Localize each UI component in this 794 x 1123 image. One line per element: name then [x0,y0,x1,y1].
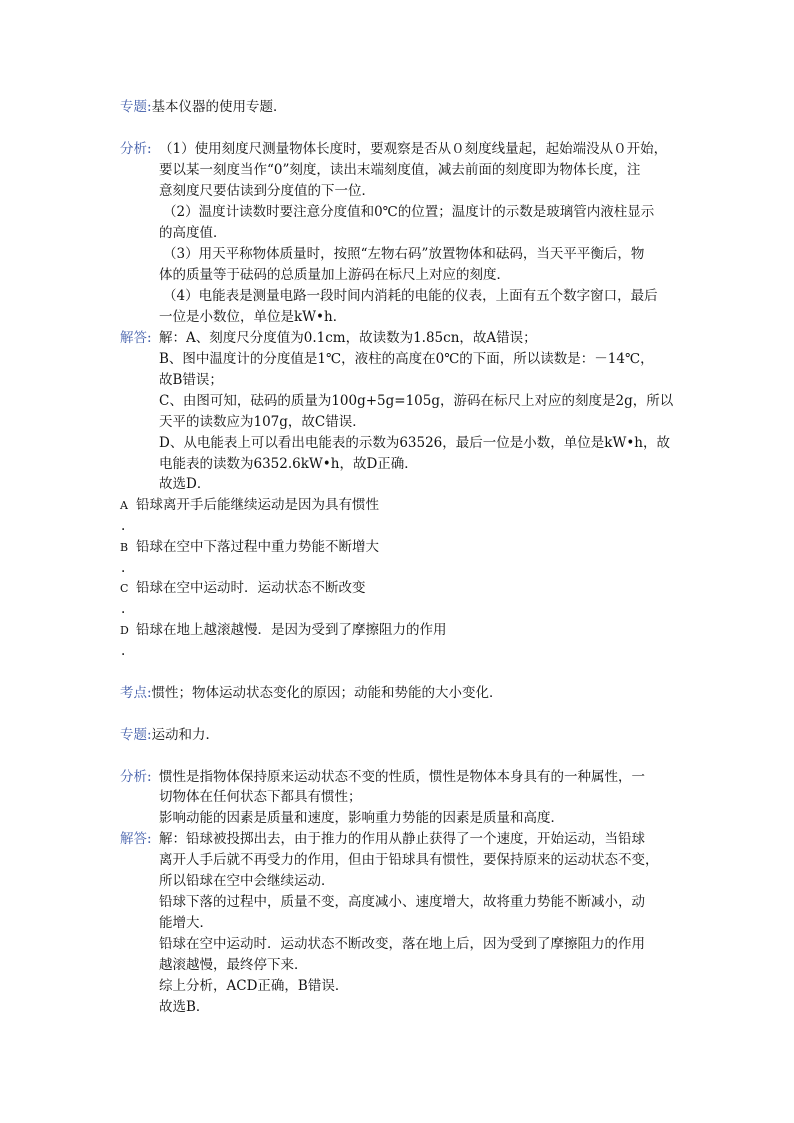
option-b-dot: . [121,560,126,576]
answer-line: 所以铅球在空中会继续运动． [159,873,335,889]
option-b-text: 铅球在空中下落过程中重力势能不断增大 [136,539,379,555]
topic-row-1 [120,97,287,117]
option-c-letter: C [120,582,129,595]
answer-line: C、由图可知，砝码的质量为100g+5g=105g，游码在标尺上对应的刻度是2g，所以 [159,393,674,409]
option-c-text: 铅球在空中运动时．运动状态不断改变 [136,580,366,596]
answer-line: 铅球下落的过程中，质量不变，高度减小、速度增大，故将重力势能不断减小，动 [159,894,645,910]
topic-text: 基本仪器的使用专题． [151,99,287,115]
option-c-dot: . [121,601,126,617]
analysis-line: （3）用天平称物体质量时，按照“左物右码”放置物体和砝码，当天平平衡后，物 [163,246,645,262]
option-a-letter: A [120,499,128,512]
point-text: 惯性；物体运动状态变化的原因；动能和势能的大小变化． [151,685,503,701]
analysis-line: 影响动能的因素是质量和速度，影响重力势能的因素是质量和高度． [159,810,564,826]
topic-label: 专题: [120,99,152,115]
answer-line: 能增大． [159,915,213,931]
answer-line: 天平的读数应为107g，故C错误． [159,414,366,430]
point-label: 考点: [120,685,152,701]
answer-line: 解：铅球被投掷出去，由于推力的作用从静止获得了一个速度，开始运动，当铅球 [159,831,645,847]
analysis-label-2: 分析: [120,769,152,785]
option-a-dot: . [121,518,126,534]
analysis-line: （1）使用刻度尺测量物体长度时，要观察是否从０刻度线量起，起始端没从０开始， [159,141,668,157]
analysis-label-1: 分析: [120,141,152,157]
answer-line: 越滚越慢，最终停下来． [159,957,308,973]
answer-label-1: 解答: [120,330,152,346]
answer-line: 电能表的读数为6352.6kW•h，故D正确． [159,456,418,472]
answer-line: 离开人手后就不再受力的作用，但由于铅球具有惯性，要保持原来的运动状态不变， [159,852,659,868]
analysis-line: 一位是小数位，单位是kW•h． [159,309,347,325]
option-b-letter: B [120,541,129,554]
analysis-line: 要以某一刻度当作“0”刻度，读出末端刻度值，减去前面的刻度即为物体长度，注 [159,162,641,178]
answer-line: 铅球在空中运动时．运动状态不断改变，落在地上后，因为受到了摩擦阻力的作用 [159,936,645,952]
answer-line: 故选D． [159,476,211,492]
analysis-line: 切物体在任何状态下都具有惯性； [159,789,362,805]
answer-line: D、从电能表上可以看出电能表的示数为63526，最后一位是小数，单位是kW•h，故 [159,435,670,451]
point-row [120,683,503,703]
analysis-line: 惯性是指物体保持原来运动状态不变的性质，惯性是物体本身具有的一种属性，一 [159,769,645,785]
analysis-line: （4）电能表是测量电路一段时间内消耗的电能的仪表，上面有五个数字窗口，最后 [163,288,658,304]
topic-row-2 [120,725,219,745]
answer-line: 故B错误； [159,372,223,388]
answer-line: 故选B． [159,999,210,1015]
option-a-text: 铅球离开手后能继续运动是因为具有惯性 [136,497,379,513]
analysis-line: 的高度值． [159,225,227,241]
answer-line: 综上分析，ACD正确，B错误． [159,978,349,994]
answer-line: B、图中温度计的分度值是1℃，液柱的高度在0℃的下面，所以读数是：－14℃， [159,351,654,367]
topic-label: 专题: [120,727,152,743]
topic-text: 运动和力． [151,727,220,743]
option-d-text: 铅球在地上越滚越慢．是因为受到了摩擦阻力的作用 [136,622,447,638]
answer-label-2: 解答: [120,831,152,847]
analysis-line: 体的质量等于砝码的总质量加上游码在标尺上对应的刻度． [159,267,510,283]
analysis-line: 意刻度尺要估读到分度值的下一位． [159,183,375,199]
option-d-letter: D [120,624,129,637]
analysis-line: （2）温度计读数时要注意分度值和0℃的位置；温度计的示数是玻璃管内液柱显示 [163,204,655,220]
answer-line: 解：A、刻度尺分度值为0.1cm，故读数为1.85cn，故A错误； [159,330,537,346]
option-d-dot: . [121,643,126,659]
